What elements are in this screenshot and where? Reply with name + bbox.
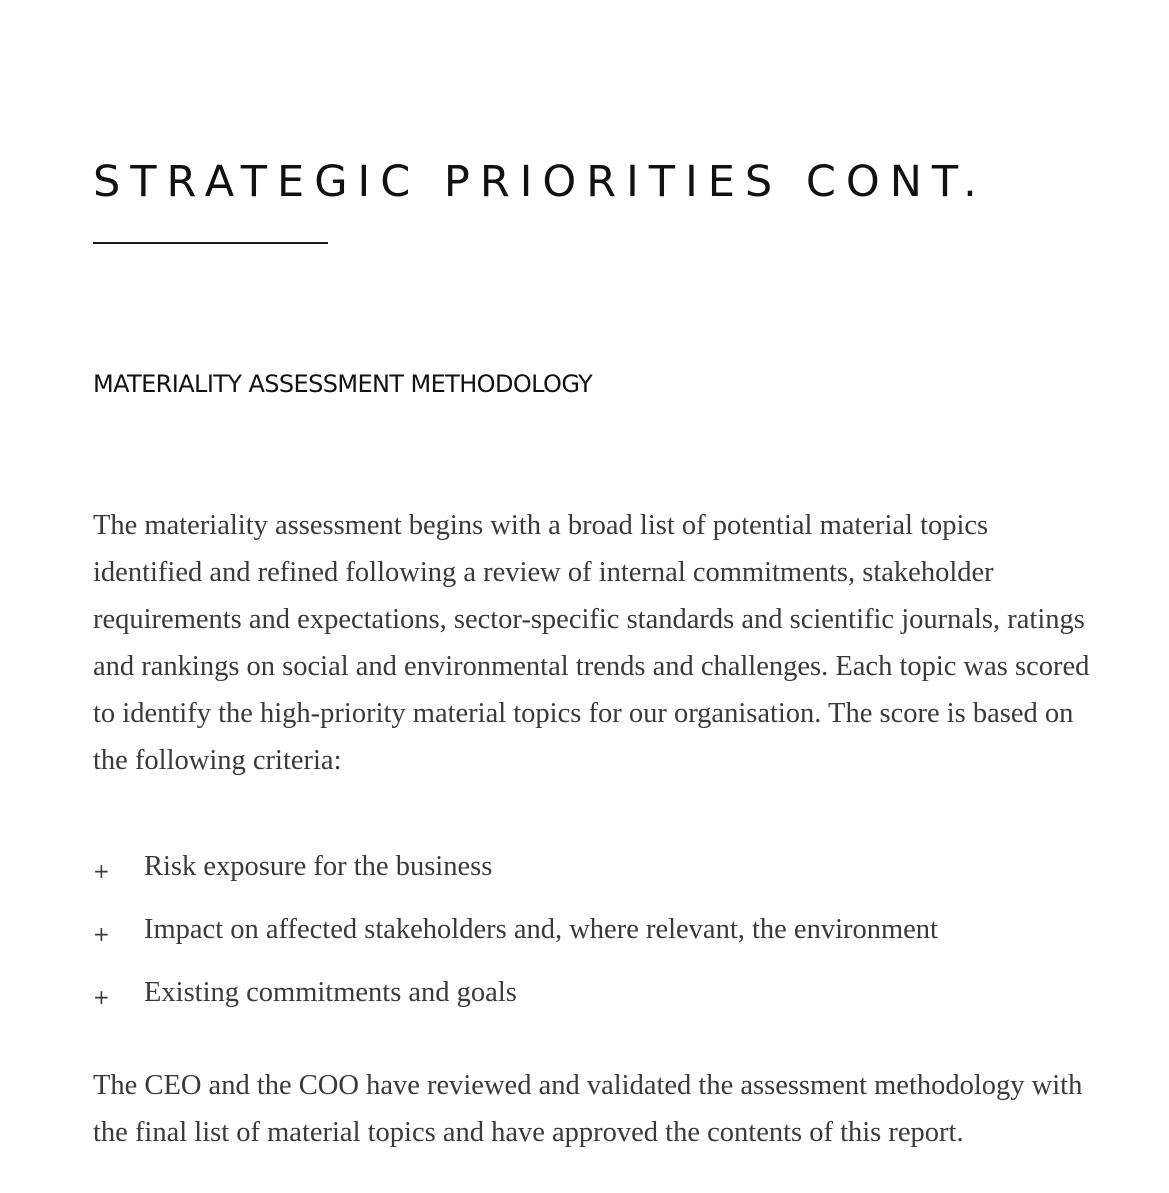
plus-icon: +: [93, 859, 110, 883]
page-title: STRATEGIC PRIORITIES CONT.: [93, 157, 987, 207]
section-heading: MATERIALITY ASSESSMENT METHODOLOGY: [93, 370, 593, 398]
criteria-item-text: Risk exposure for the business: [144, 851, 493, 882]
plus-icon: +: [93, 985, 110, 1009]
plus-icon: +: [93, 922, 110, 946]
title-underline: [93, 242, 328, 244]
criteria-item-text: Impact on affected stakeholders and, where relevant, the environment: [144, 914, 938, 945]
intro-paragraph: The materiality assessment begins with a broad list of potential material topics identified and refined following a review of internal commitments, stakeholder requirements and expectations, sector-specific standards and scientific journals, ratings and rankings on social and environmental trends and challenges. Each topic was scored to identify the high-priority material topics for our organisation. The score is based on the following criteria:: [93, 510, 1090, 776]
closing-paragraph: The CEO and the COO have reviewed and validated the assessment methodology with the final list of material topics and have approved the contents of this report.: [93, 1070, 1083, 1148]
criteria-item-text: Existing commitments and goals: [144, 977, 517, 1008]
